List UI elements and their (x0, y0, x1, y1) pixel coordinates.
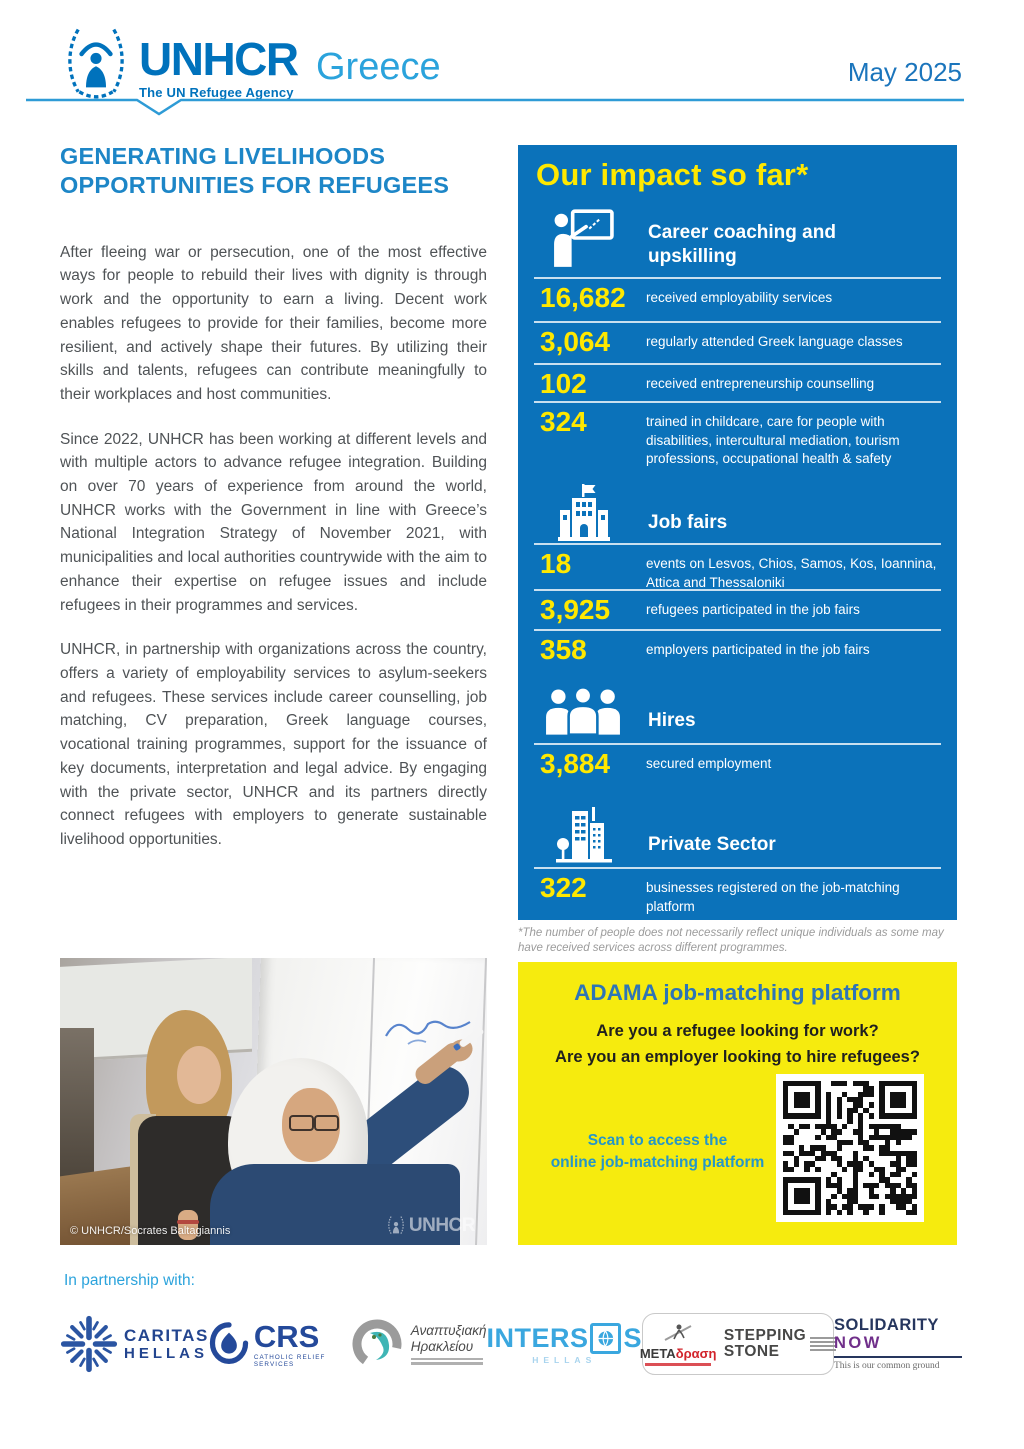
stat-row (534, 407, 941, 469)
stat-label: events on Lesvos, Chios, Samos, Kos, Ioannina, Attica and Thessaloniki (646, 556, 937, 590)
unhcr-emblem-icon (386, 1215, 406, 1237)
heraklion-name-line1: Αναπτυξιακή (410, 1323, 487, 1339)
solidarity-rule (834, 1356, 962, 1358)
adama-scan-text (530, 1130, 785, 1175)
partner-logo-solidarity-now (834, 1317, 962, 1371)
unhcr-logo (60, 24, 298, 109)
stepping-stone-line2: STONE (723, 1343, 780, 1360)
stat-value: 18 (540, 548, 572, 579)
partner-logo-metadrasi-stepping-stone (639, 1313, 834, 1375)
impact-panel (518, 145, 957, 920)
crs-name: CRS (253, 1318, 320, 1354)
photo-credit: © UNHCR/Socrates Baltagiannis (70, 1225, 231, 1237)
article-paragraph-3: UNHCR, in partnership with organizations across the country, offers a variety of employability services to asylum-seekers and refugees. These services include career counselling, job matching, CV preparation, Greek language courses, vocational training programmes, support for the issuance of key documents, interpretation and legal advice. By engaging with the private sector, UNHCR and its partners directly connect refugees with employers to generate sustainable livelihood opportunities. (60, 641, 487, 848)
watermark-text: UNHCR (408, 1215, 475, 1236)
crs-emblem-icon (209, 1317, 249, 1371)
heraklion-name-line2: Ηρακλείου (410, 1339, 474, 1354)
divider (534, 743, 941, 745)
people-group-icon (544, 687, 622, 740)
classroom-photo (60, 958, 487, 1245)
photo-glasses (314, 1115, 339, 1131)
metadrasi-name-part2: δραση (675, 1346, 717, 1362)
stat-label: trained in childcare, care for people with disabilities, intercultural mediation, tourism professions, occupational health & safety (646, 414, 900, 467)
caritas-name: CARITAS (124, 1325, 209, 1345)
article-paragraph-1: After fleeing war or persecution, one of the most effective ways for people to rebuild their lives with dignity is through work and the opportunity to earn a living. Decent work enables refugees to provide for their families, become more resilient, and actively shape their futures. By utilizing their skills and talents, refugees can contribute meaningfully to their workplaces and host communities. (60, 243, 487, 403)
presenter-board-icon (552, 209, 614, 272)
intersos-name-part1: INTERS (486, 1323, 589, 1353)
stat-value: 16,682 (540, 282, 626, 313)
impact-section-title: Job fairs (648, 512, 728, 533)
caritas-name2: HELLAS (124, 1345, 208, 1363)
divider (534, 629, 941, 631)
solidarity-tagline: This is our common ground (834, 1360, 940, 1371)
adama-question-1: Are you a refugee looking for work? (596, 1022, 879, 1040)
stepping-stone-line1: STEPPING (723, 1326, 807, 1344)
unhcr-wordmark (139, 33, 298, 100)
stat-value: 3,884 (540, 748, 611, 779)
heraklion-emblem-icon (350, 1317, 404, 1371)
impact-section-title: Career coaching and upskilling (648, 222, 836, 267)
article-column (60, 142, 487, 873)
metadrasi-name-part1: META (639, 1346, 676, 1362)
partners-heading: In partnership with: (64, 1272, 195, 1289)
stat-label: employers participated in the job fairs (646, 642, 870, 657)
stat-row (534, 549, 941, 592)
stat-label: businesses registered on the job-matching platform (646, 880, 900, 914)
stat-value: 322 (540, 872, 587, 903)
partner-logos (60, 1298, 962, 1390)
partner-logo-heraklion-development (350, 1317, 487, 1371)
page-title-line2: OPPORTUNITIES FOR REFUGEES (60, 172, 450, 199)
caritas-cross-icon (60, 1315, 118, 1373)
photo-glasses (289, 1115, 314, 1131)
org-name: UNHCR (139, 33, 298, 85)
stat-row (534, 635, 941, 666)
school-building-icon (556, 483, 612, 548)
adama-question-2: Are you an employer looking to hire refugees? (555, 1048, 920, 1066)
metadrasi-subtext-bar (645, 1363, 711, 1366)
unhcr-emblem-icon (60, 24, 132, 109)
photo-doorway (60, 1028, 94, 1193)
stat-row (534, 369, 941, 400)
page-title-line1: GENERATING LIVELIHOODS (60, 143, 386, 169)
stat-value: 358 (540, 634, 587, 665)
solidarity-name-line1: SOLIDARITY (834, 1316, 939, 1335)
stat-value: 102 (540, 368, 587, 399)
impact-section-title: Hires (648, 710, 696, 731)
stat-label: received entrepreneurship counselling (646, 376, 875, 391)
heraklion-subtext-bar (411, 1358, 483, 1361)
stat-value: 324 (540, 406, 587, 437)
stat-row (534, 283, 941, 314)
stat-label: refugees participated in the job fairs (646, 602, 860, 617)
header-divider (26, 98, 988, 118)
partner-logo-intersos (486, 1323, 642, 1365)
photo-unhcr-watermark (386, 1215, 475, 1237)
solidarity-name-line2: NOW (834, 1333, 882, 1352)
stat-label: secured employment (646, 756, 772, 771)
impact-title: Our impact so far* (536, 157, 809, 192)
photo-person-behind-face (177, 1046, 221, 1104)
qr-code-pattern (783, 1081, 917, 1215)
stat-row (534, 873, 941, 916)
adama-scan-line2: online job-matching platform (550, 1154, 765, 1172)
adama-callout (518, 962, 957, 1245)
qr-code (776, 1074, 924, 1222)
country-title: Greece (316, 46, 441, 88)
report-date: May 2025 (847, 57, 962, 87)
stat-value: 3,925 (540, 594, 611, 625)
divider (534, 321, 941, 323)
org-tagline: The UN Refugee Agency (139, 84, 294, 100)
divider (534, 543, 941, 545)
photo-bracelet (177, 1220, 199, 1224)
stat-value: 3,064 (540, 326, 611, 357)
stepping-stone-subtext-bars (810, 1337, 836, 1351)
heraklion-subtext-bar (411, 1362, 483, 1365)
adama-title: ADAMA job-matching platform (574, 980, 901, 1005)
intersos-globe-icon (590, 1323, 621, 1354)
partner-logo-caritas-hellas (60, 1315, 209, 1373)
intersos-name-part2: S (623, 1323, 642, 1353)
partner-logo-crs (209, 1317, 350, 1371)
stat-row (534, 595, 941, 626)
divider (534, 589, 941, 591)
crs-subtext: CATHOLIC RELIEF SERVICES (253, 1353, 326, 1368)
climbing-figure-icon (663, 1322, 693, 1342)
divider (534, 277, 941, 279)
adama-scan-line1: Scan to access the (587, 1132, 728, 1149)
impact-footnote: *The number of people does not necessarily reflect unique individuals as some may have received services across different programmes. (518, 927, 944, 954)
divider (534, 867, 941, 869)
impact-section-title: Private Sector (648, 834, 776, 855)
stat-label: regularly attended Greek language classes (646, 334, 903, 349)
city-buildings-icon (556, 800, 612, 869)
divider (534, 401, 941, 403)
stat-row (534, 327, 941, 358)
divider (534, 363, 941, 365)
stat-row (534, 749, 941, 780)
page-title (60, 142, 487, 201)
stat-label: received employability services (646, 290, 833, 305)
article-paragraph-2: Since 2022, UNHCR has been working at different levels and with multiple actors to advance refugee integration. Building on over 70 years of experience from around the world, UNHCR works with the Government in line with Greece’s National Integration Strategy of November 2021, with municipalities and local authorities countrywide with the aim to enhance their expertise on refugee issues and include refugees in their programmes and services. (60, 430, 487, 614)
intersos-subtext: HELLAS (532, 1355, 597, 1365)
